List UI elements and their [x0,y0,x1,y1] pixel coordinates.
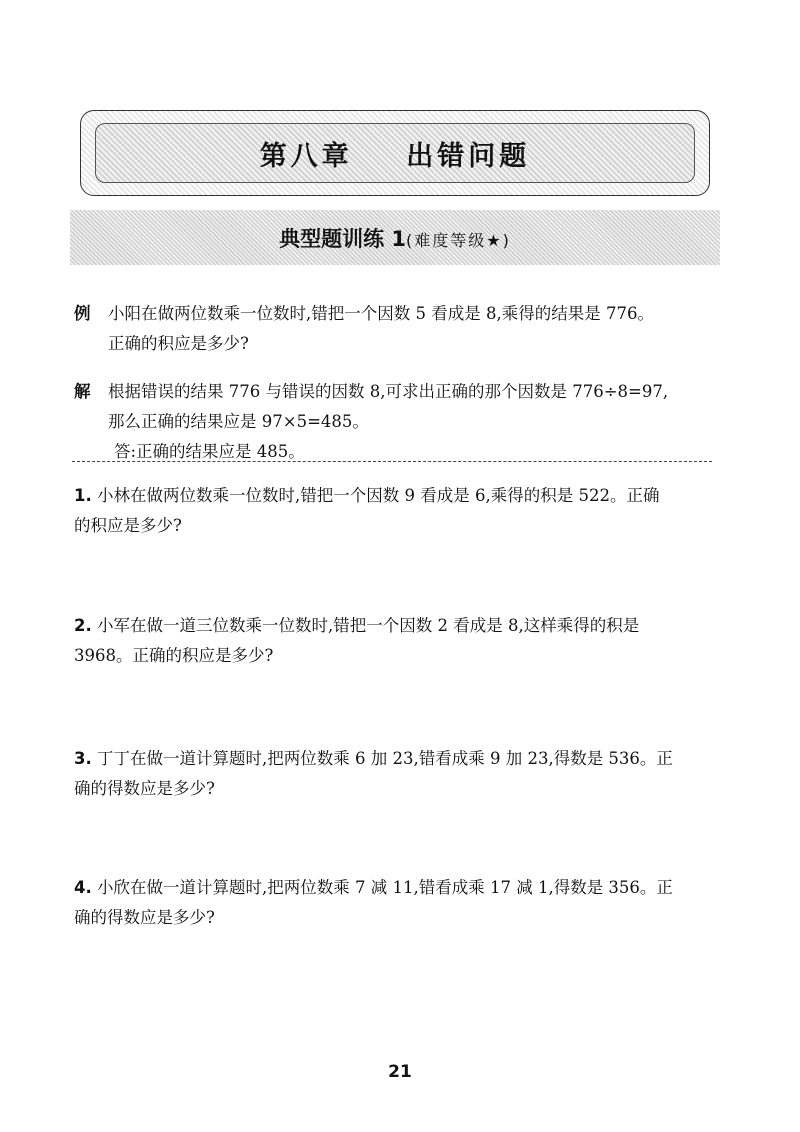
example-line: 小阳在做两位数乘一位数时,错把一个因数 5 看成是 8,乘得的结果是 776。 [108,304,654,323]
problem-number: 4. [74,878,92,897]
problem-line [74,873,734,903]
chapter-banner-inner [95,123,695,183]
problem-line: 的积应是多少? [74,516,182,535]
example-line: 正确的积应是多少? [108,334,249,353]
problem-line [74,611,734,641]
solution-tag: 解 [74,382,91,401]
problem-2 [74,611,734,671]
problem-text: 小欣在做一道计算题时,把两位数乘 7 减 11,错看成乘 17 减 1,得数是 356。正 [97,878,673,897]
solution-answer: 答:正确的结果应是 485。 [114,442,305,461]
problem-text: 小林在做两位数乘一位数时,错把一个因数 9 看成是 6,乘得的积是 522。正确 [97,486,660,505]
solution-line: 那么正确的结果应是 97×5=485。 [108,412,369,431]
problem-number: 2. [74,616,92,635]
problem-line: 确的得数应是多少? [74,779,215,798]
section-header [70,210,720,265]
solution-line: 根据错误的结果 776 与错误的因数 8,可求出正确的那个因数是 776÷8=97, [108,382,669,401]
section-title-text: 典型题训练 1 [279,226,407,251]
page-number: 21 [388,1062,412,1082]
problem-line [74,481,734,511]
problem-line: 3968。正确的积应是多少? [74,646,274,665]
problem-4 [74,873,734,933]
chapter-banner [80,110,710,196]
problem-line: 确的得数应是多少? [74,908,215,927]
problem-line [74,744,734,774]
problem-text: 丁丁在做一道计算题时,把两位数乘 6 加 23,错看成乘 9 加 23,得数是 536。正 [97,749,673,768]
example-block [74,299,734,359]
difficulty-label: (难度等级★) [406,230,511,250]
problem-3 [74,744,734,804]
example-tag: 例 [74,304,91,323]
problem-1 [74,481,734,541]
dashed-divider [72,461,712,462]
problem-number: 1. [74,486,92,505]
solution-block [74,377,734,467]
chapter-title: 第八章 出错问题 [259,140,531,172]
section-title [279,223,511,253]
problem-text: 小军在做一道三位数乘一位数时,错把一个因数 2 看成是 8,这样乘得的积是 [97,616,640,635]
problem-number: 3. [74,749,92,768]
